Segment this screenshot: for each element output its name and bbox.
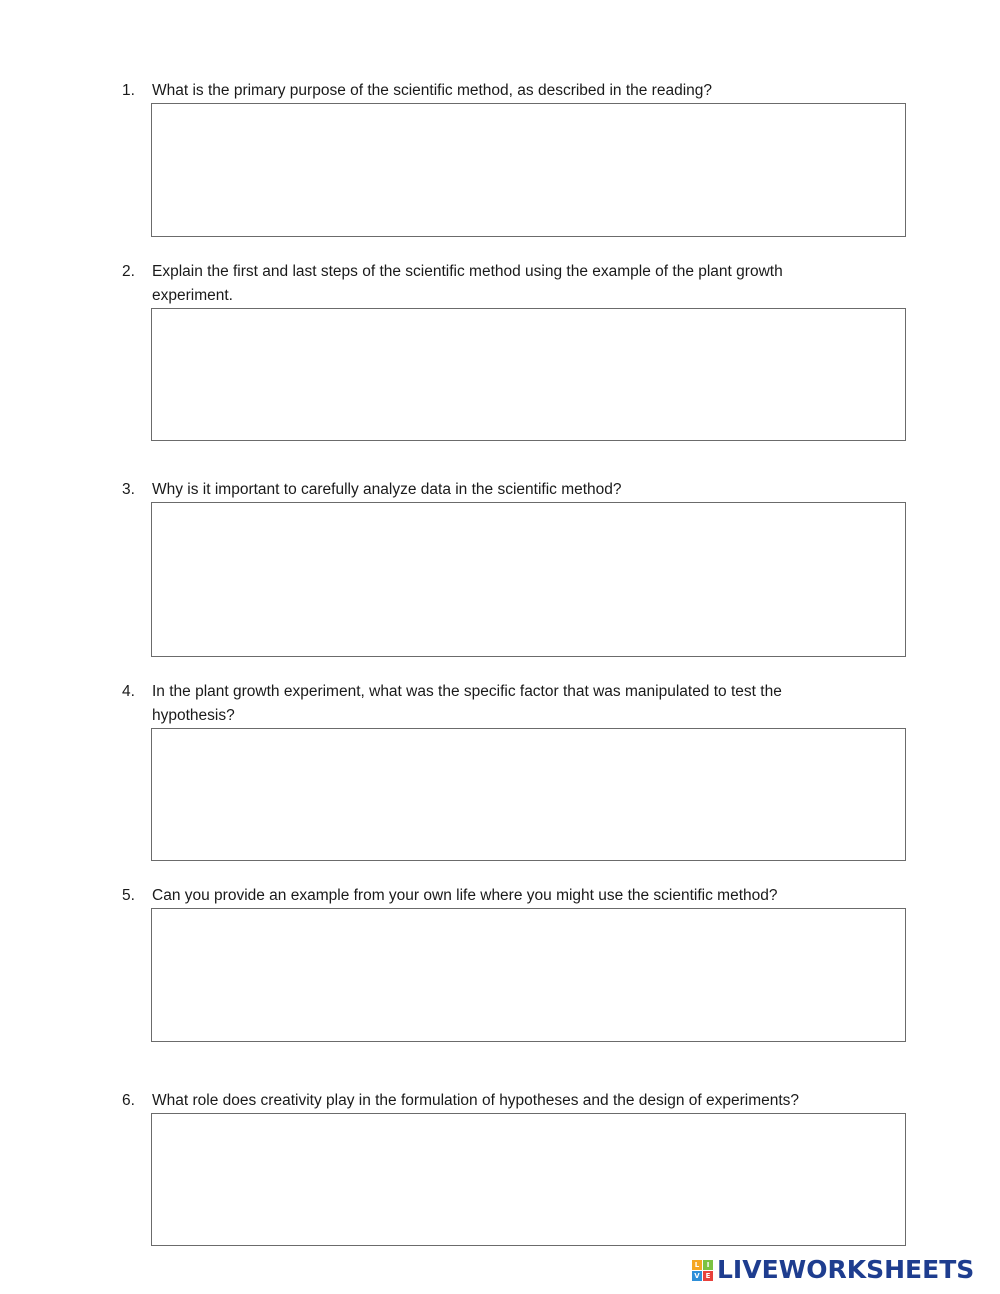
logo-mark-icon	[692, 1260, 713, 1281]
logo-mark-letter: L	[692, 1260, 702, 1270]
question-number: 4.	[122, 683, 135, 700]
answer-box-3[interactable]	[151, 502, 906, 657]
answer-box-4[interactable]	[151, 728, 906, 861]
logo-mark-letter: I	[703, 1260, 713, 1270]
question-text: Explain the first and last steps of the scientific method using the example of the plant growth experiment.	[152, 263, 783, 304]
answer-box-1[interactable]	[151, 103, 906, 237]
question-text: What role does creativity play in the formulation of hypotheses and the design of experiments?	[152, 1092, 800, 1109]
answer-box-5[interactable]	[151, 908, 906, 1042]
question-number: 1.	[122, 82, 135, 99]
answer-box-6[interactable]	[151, 1113, 906, 1246]
question-number: 2.	[122, 263, 135, 280]
question-number: 3.	[122, 481, 135, 498]
question-text: What is the primary purpose of the scientific method, as described in the reading?	[152, 82, 713, 99]
liveworksheets-logo	[692, 1255, 974, 1285]
logo-mark-letter: V	[692, 1271, 702, 1281]
question-number: 5.	[122, 887, 135, 904]
answer-box-2[interactable]	[151, 308, 906, 441]
logo-mark-letter: E	[703, 1271, 713, 1281]
question-text: In the plant growth experiment, what was the specific factor that was manipulated to test the hypothesis?	[152, 683, 782, 724]
question-text: Can you provide an example from your own life where you might use the scientific method?	[152, 887, 778, 904]
question-number: 6.	[122, 1092, 135, 1109]
question-text: Why is it important to carefully analyze data in the scientific method?	[152, 481, 622, 498]
logo-brand-text: LIVEWORKSHEETS	[717, 1255, 975, 1284]
